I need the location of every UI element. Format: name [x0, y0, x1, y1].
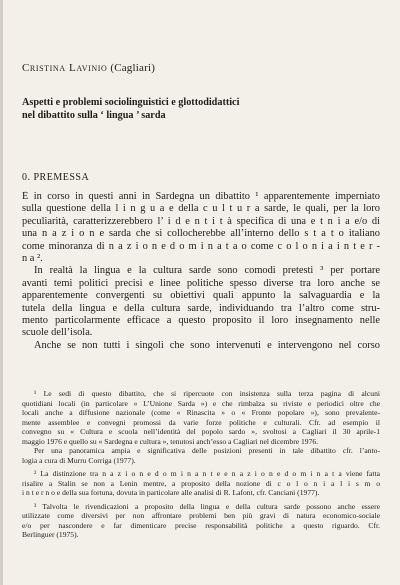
- footnote-line: utilizzate come diversivi per non affrontare problemi ben più gravi di natura economico-sociale: [22, 511, 380, 520]
- footnote-line: i n t e r n o e della sua fortuna, dovuta in particolare alle analisi di R. Lafont, cfr. Canciani (1977).: [22, 488, 320, 497]
- footnote-line: convegno su « Cultura e scuola nell’identità del popolo sardo », svoltosi a Cagliari il 30 aprile-1: [22, 427, 380, 436]
- title-line: Aspetti e problemi sociolinguistici e glottodidattici: [22, 97, 240, 108]
- body-line: scuole dell’isola.: [22, 327, 93, 339]
- footnote-line: e/o per nascondere e far dimenticare precise responsabilità politiche a questo riguardo. Cfr.: [22, 520, 380, 530]
- body-line: sulla questione della l i n g u a e della c u l t u r a sarde, le quali, per la loro: [22, 203, 380, 215]
- footnotes: [22, 389, 380, 540]
- footnote-line: quotidiani locali (in particolare « L’Unione Sarda ») e che rimbalza su riviste e periodici oltre che: [22, 398, 380, 408]
- footnote-line: Per una panoramica ampia e significativa delle posizioni presenti in tale dibattito cfr. l’anto-: [34, 446, 380, 455]
- section-heading: 0. PREMESSA: [22, 172, 90, 183]
- footnote-line: locali anche a diffusione nazionale (come « Rinascita » o « Fronte popolare »), sono prevalente-: [22, 408, 380, 417]
- body-line: mento particolarmente efficace a questo proposito il loro insegnamento nelle: [22, 314, 380, 326]
- author-affiliation: (Cagliari): [110, 62, 156, 74]
- page-edge-shadow: [0, 0, 3, 585]
- footnote-line: Berlinguer (1975).: [22, 530, 79, 539]
- body-line: È in corso in questi anni in Sardegna un dibattito ¹ apparentemente imperniato: [22, 191, 380, 202]
- footnote-line: maggio 1976 e quello su « Sardegna e cultura », tenutosi anch’esso a Cagliari nel dicembre 1976.: [22, 436, 319, 446]
- body-line: n a ².: [22, 252, 43, 264]
- body-line: In realtà la lingua e la cultura sarde sono comodi pretesti ³ per portare: [34, 265, 380, 277]
- title-line: nel dibattito sulla ‘ lingua ’ sarda: [22, 110, 166, 121]
- footnote-line: mente assemblee e convegni promossi da varie forze politiche e culturali. Cfr. ad esempio il: [22, 417, 380, 427]
- footnote-line: ³ Talvolta le rivendicazioni a proposito della lingua e della cultura sarde possono anche essere: [34, 501, 380, 511]
- footnote-line: ¹ Le sedi di questo dibattito, che si ripercuote con insistenza sulla terza pagina di alcuni: [34, 389, 380, 398]
- body-text: [22, 191, 380, 352]
- body-line: come minoranza di n a z i o n e d o m i n a t a o come c o l o n i a i n t e r -: [22, 240, 380, 252]
- footnote-line: logia a cura di Murru Corriga (1977).: [22, 455, 136, 465]
- body-line: tutela della lingua e della cultura sarde, individuando tra l’altro come stru-: [22, 302, 380, 314]
- author-name: Cristina Lavinio: [22, 62, 108, 74]
- footnote-line: ² La distinzione tra n a z i o n e d o m i n a n t e e n a z i o n e d o m i n a t a viene fatta: [34, 469, 380, 478]
- body-line: apparentemente convergenti su obiettivi quali appunto la salvaguardia e la: [22, 290, 380, 302]
- body-line: Anche se non tutti i singoli che sono intervenuti e intervengono nel corso: [34, 339, 380, 351]
- body-line: una n a z i o n e sarda che si collocherebbe all’interno dello s t a t o italiano: [22, 228, 380, 240]
- article-title: [22, 96, 382, 122]
- author-line: [22, 62, 155, 74]
- body-line: avanti temi politici precisi e linee politiche spesso diverse tra loro anche se: [22, 277, 380, 289]
- footnote-line: risalire a Stalin se non a Lenin mentre, a proposito della nozione di c o l o n i a l i s m o: [22, 478, 380, 488]
- body-line: peculiarità, caratterizzerebbero l’ i d e n t i t à specifica di una e t n i a e/o di: [22, 215, 380, 227]
